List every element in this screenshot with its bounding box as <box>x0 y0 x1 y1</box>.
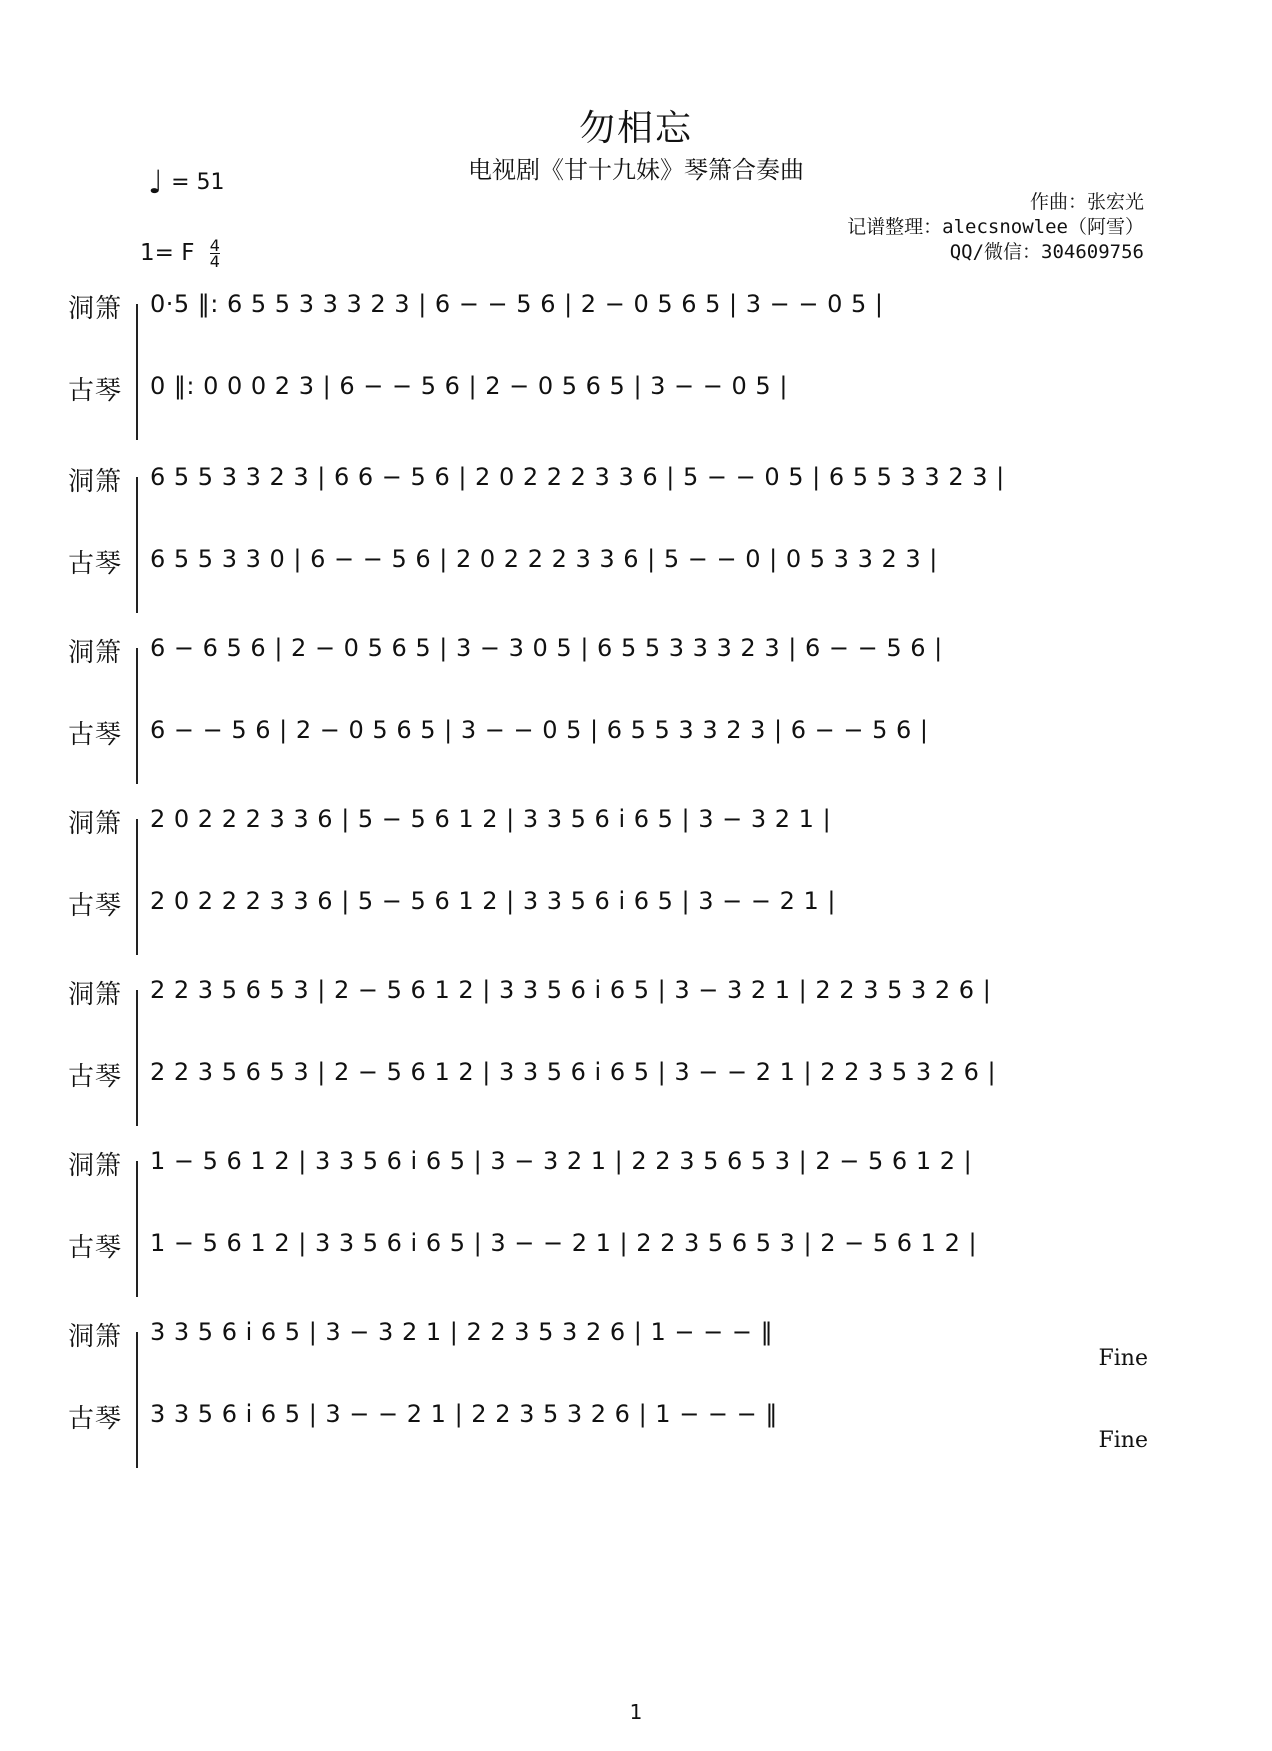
notation-line: 6 − 6 5 6 | 2 − 0 5 6 5 | 3 − 3 0 5 | 6 5 5 3 3 3 2 3 | 6 − − 5 6 | <box>150 634 943 662</box>
part-label-guqin: 古琴 <box>68 1233 123 1263</box>
tempo-value: = 51 <box>171 170 225 195</box>
xiao-staff <box>68 797 1148 847</box>
guqin-staff <box>68 1221 1148 1271</box>
part-label-guqin: 古琴 <box>68 1062 123 1092</box>
notation-line: 2 0 2 2 2 3 3 6 | 5 − 5 6 1 2 | 3 3 5 6 i 6 5 | 3 − − 2 1 | <box>150 887 837 915</box>
part-label-guqin: 古琴 <box>68 891 123 921</box>
part-label-xiao: 洞箫 <box>68 638 123 668</box>
xiao-staff <box>68 1310 1148 1371</box>
page-number: 1 <box>629 1700 643 1724</box>
score-system-4 <box>68 797 1148 947</box>
score-system-5 <box>68 968 1148 1118</box>
key-signature <box>140 238 220 269</box>
notation-line: 1 − 5 6 1 2 | 3 3 5 6 i 6 5 | 3 − 3 2 1 | 2 2 3 5 6 5 3 | 2 − 5 6 1 2 | <box>150 1147 973 1175</box>
tempo-marking <box>148 163 225 201</box>
part-label-guqin: 古琴 <box>68 549 123 579</box>
xiao-staff <box>68 1139 1148 1189</box>
notation-line: 0 ‖: 0 0 0 2 3 | 6 − − 5 6 | 2 − 0 5 6 5 | 3 − − 0 5 | <box>150 372 788 400</box>
part-label-xiao: 洞箫 <box>68 980 123 1010</box>
notation-line: 2 0 2 2 2 3 3 6 | 5 − 5 6 1 2 | 3 3 5 6 i 6 5 | 3 − 3 2 1 | <box>150 805 832 833</box>
contact: QQ/微信：304609756 <box>949 241 1144 263</box>
system-barline <box>136 1161 138 1297</box>
system-barline <box>136 990 138 1126</box>
key-value: 1= F <box>140 240 195 266</box>
notation-line: 2 2 3 5 6 5 3 | 2 − 5 6 1 2 | 3 3 5 6 i 6 5 | 3 − 3 2 1 | 2 2 3 5 3 2 6 | <box>150 976 992 1004</box>
notation-line: 6 − − 5 6 | 2 − 0 5 6 5 | 3 − − 0 5 | 6 5 5 3 3 2 3 | 6 − − 5 6 | <box>150 716 929 744</box>
notation-line: 3 3 5 6 i 6 5 | 3 − 3 2 1 | 2 2 3 5 3 2 6 | 1 − − − ‖ <box>150 1318 774 1346</box>
part-label-guqin: 古琴 <box>68 376 123 406</box>
system-barline <box>136 477 138 613</box>
part-label-xiao: 洞箫 <box>68 467 123 497</box>
guqin-staff <box>68 537 1148 587</box>
page-subtitle: 电视剧《甘十九妹》琴箫合奏曲 <box>468 156 804 184</box>
guqin-staff <box>68 1392 1148 1453</box>
system-barline <box>136 648 138 784</box>
time-signature <box>210 238 220 269</box>
guqin-staff <box>68 708 1148 758</box>
part-label-guqin: 古琴 <box>68 1404 123 1434</box>
time-signature-bottom: 4 <box>209 252 220 271</box>
credits <box>847 190 1144 265</box>
guqin-staff <box>68 1050 1148 1100</box>
page-title: 勿相忘 <box>578 108 693 149</box>
part-label-guqin: 古琴 <box>68 720 123 750</box>
notation-line: 3 3 5 6 i 6 5 | 3 − − 2 1 | 2 2 3 5 3 2 6 | 1 − − − ‖ <box>150 1400 778 1428</box>
quarter-note-icon: ♩ <box>148 163 164 201</box>
guqin-staff <box>68 364 1148 414</box>
xiao-staff <box>68 282 1148 332</box>
notation-line: 2 2 3 5 6 5 3 | 2 − 5 6 1 2 | 3 3 5 6 i 6 5 | 3 − − 2 1 | 2 2 3 5 3 2 6 | <box>150 1058 997 1086</box>
fine-marking: Fine <box>1098 1346 1148 1371</box>
part-label-xiao: 洞箫 <box>68 294 123 324</box>
system-barline <box>136 304 138 440</box>
notation-line: 1 − 5 6 1 2 | 3 3 5 6 i 6 5 | 3 − − 2 1 | 2 2 3 5 6 5 3 | 2 − 5 6 1 2 | <box>150 1229 978 1257</box>
composer: 作曲：张宏光 <box>1029 191 1144 213</box>
part-label-xiao: 洞箫 <box>68 1322 123 1352</box>
xiao-staff <box>68 626 1148 676</box>
score-system-3 <box>68 626 1148 776</box>
system-barline <box>136 1332 138 1468</box>
score-system-6 <box>68 1139 1148 1289</box>
xiao-staff <box>68 968 1148 1018</box>
xiao-staff <box>68 455 1148 505</box>
time-signature-top: 4 <box>209 236 220 255</box>
notation-line: 6 5 5 3 3 0 | 6 − − 5 6 | 2 0 2 2 2 3 3 6 | 5 − − 0 | 0 5 3 3 2 3 | <box>150 545 938 573</box>
system-barline <box>136 819 138 955</box>
part-label-xiao: 洞箫 <box>68 1151 123 1181</box>
part-label-xiao: 洞箫 <box>68 809 123 839</box>
score-system-7 <box>68 1310 1148 1460</box>
guqin-staff <box>68 879 1148 929</box>
score-system-2 <box>68 455 1148 605</box>
notation-line: 6 5 5 3 3 2 3 | 6 6 − 5 6 | 2 0 2 2 2 3 3 6 | 5 − − 0 5 | 6 5 5 3 3 2 3 | <box>150 463 1005 491</box>
score-system-1 <box>68 282 1148 432</box>
transcriber: 记谱整理：alecsnowlee（阿雪） <box>847 216 1144 238</box>
notation-line: 0·5 ‖: 6 5 5 3 3 3 2 3 | 6 − − 5 6 | 2 − 0 5 6 5 | 3 − − 0 5 | <box>150 290 884 318</box>
fine-marking: Fine <box>1098 1428 1148 1453</box>
